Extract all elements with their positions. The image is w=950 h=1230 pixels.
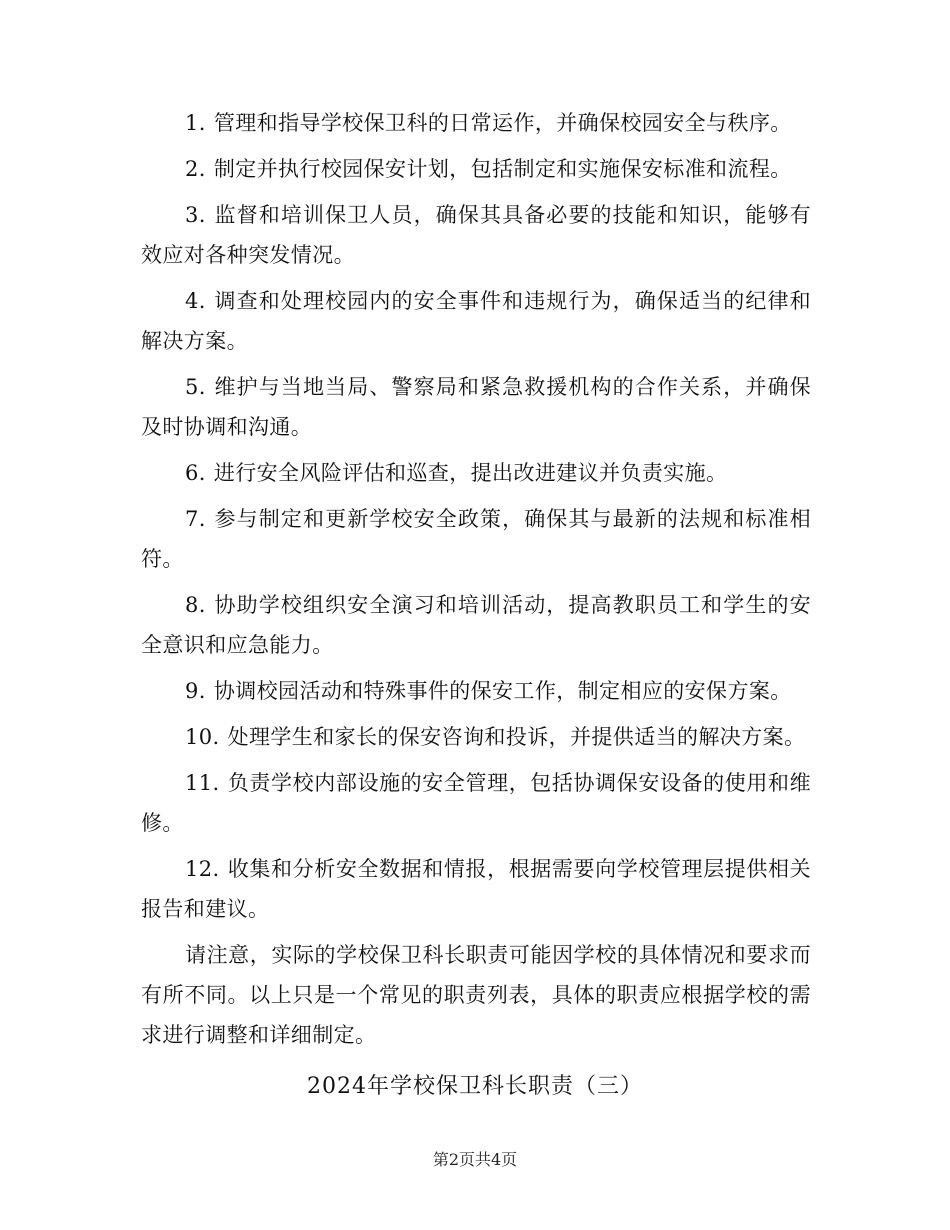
list-item-number: 3. [185,203,206,227]
list-item-text: 协助学校组织安全演习和培训活动，提高教职员工和学生的安全意识和应急能力。 [141,593,811,657]
list-item-text: 协调校园活动和特殊事件的保安工作，制定相应的安保方案。 [213,679,792,703]
list-item-number: 8. [185,593,206,617]
closing-note: 请注意，实际的学校保卫科长职责可能因学校的具体情况和要求而有所不同。以上只是一个常见的职责列表，具体的职责应根据学校的需求进行调整和详细制定。 [141,943,811,1047]
list-item-text: 处理学生和家长的保安咨询和投诉，并提供适当的解决方案。 [227,725,806,749]
list-item [141,367,811,447]
list-item-number: 6. [185,461,206,485]
list-item-text: 管理和指导学校保卫科的日常运作，并确保校园安全与秩序。 [213,111,792,135]
list-item-text: 参与制定和更新学校安全政策，确保其与最新的法规和标准相符。 [141,507,811,571]
list-item-number: 1. [185,111,206,135]
list-item-number: 5. [185,375,206,399]
list-item [141,103,811,143]
list-item-text: 监督和培训保卫人员，确保其具备必要的技能和知识，能够有效应对各种突发情况。 [141,203,811,267]
list-item [141,453,811,493]
section-title: 2024年学校保卫科长职责（三） [307,1074,643,1099]
list-item [141,281,811,361]
list-item [141,585,811,665]
list-item-text: 维护与当地当局、警察局和紧急救援机构的合作关系，并确保及时协调和沟通。 [141,375,811,439]
document-body [141,103,811,1061]
list-item-text: 收集和分析安全数据和情报，根据需要向学校管理层提供相关报告和建议。 [141,857,811,921]
list-item-number: 4. [185,289,206,313]
list-item [141,717,811,757]
list-item-number: 7. [185,507,206,531]
list-item [141,671,811,711]
list-item-text: 进行安全风险评估和巡查，提出改进建议并负责实施。 [213,461,728,485]
list-item [141,849,811,929]
list-item-number: 2. [185,157,206,181]
list-item-text: 调查和处理校园内的安全事件和违规行为，确保适当的纪律和解决方案。 [141,289,811,353]
page-footer: 第2页共4页 [432,1150,518,1169]
list-item-number: 12. [185,857,220,881]
list-item [141,149,811,189]
list-item-number: 10. [185,725,220,749]
list-item [141,195,811,275]
list-item-text: 制定并执行校园保安计划，包括制定和实施保安标准和流程。 [213,157,792,181]
list-item [141,763,811,843]
list-item [141,499,811,579]
list-item-number: 9. [185,679,206,703]
list-item-number: 11. [185,771,220,795]
list-item-text: 负责学校内部设施的安全管理，包括协调保安设备的使用和维修。 [141,771,811,835]
